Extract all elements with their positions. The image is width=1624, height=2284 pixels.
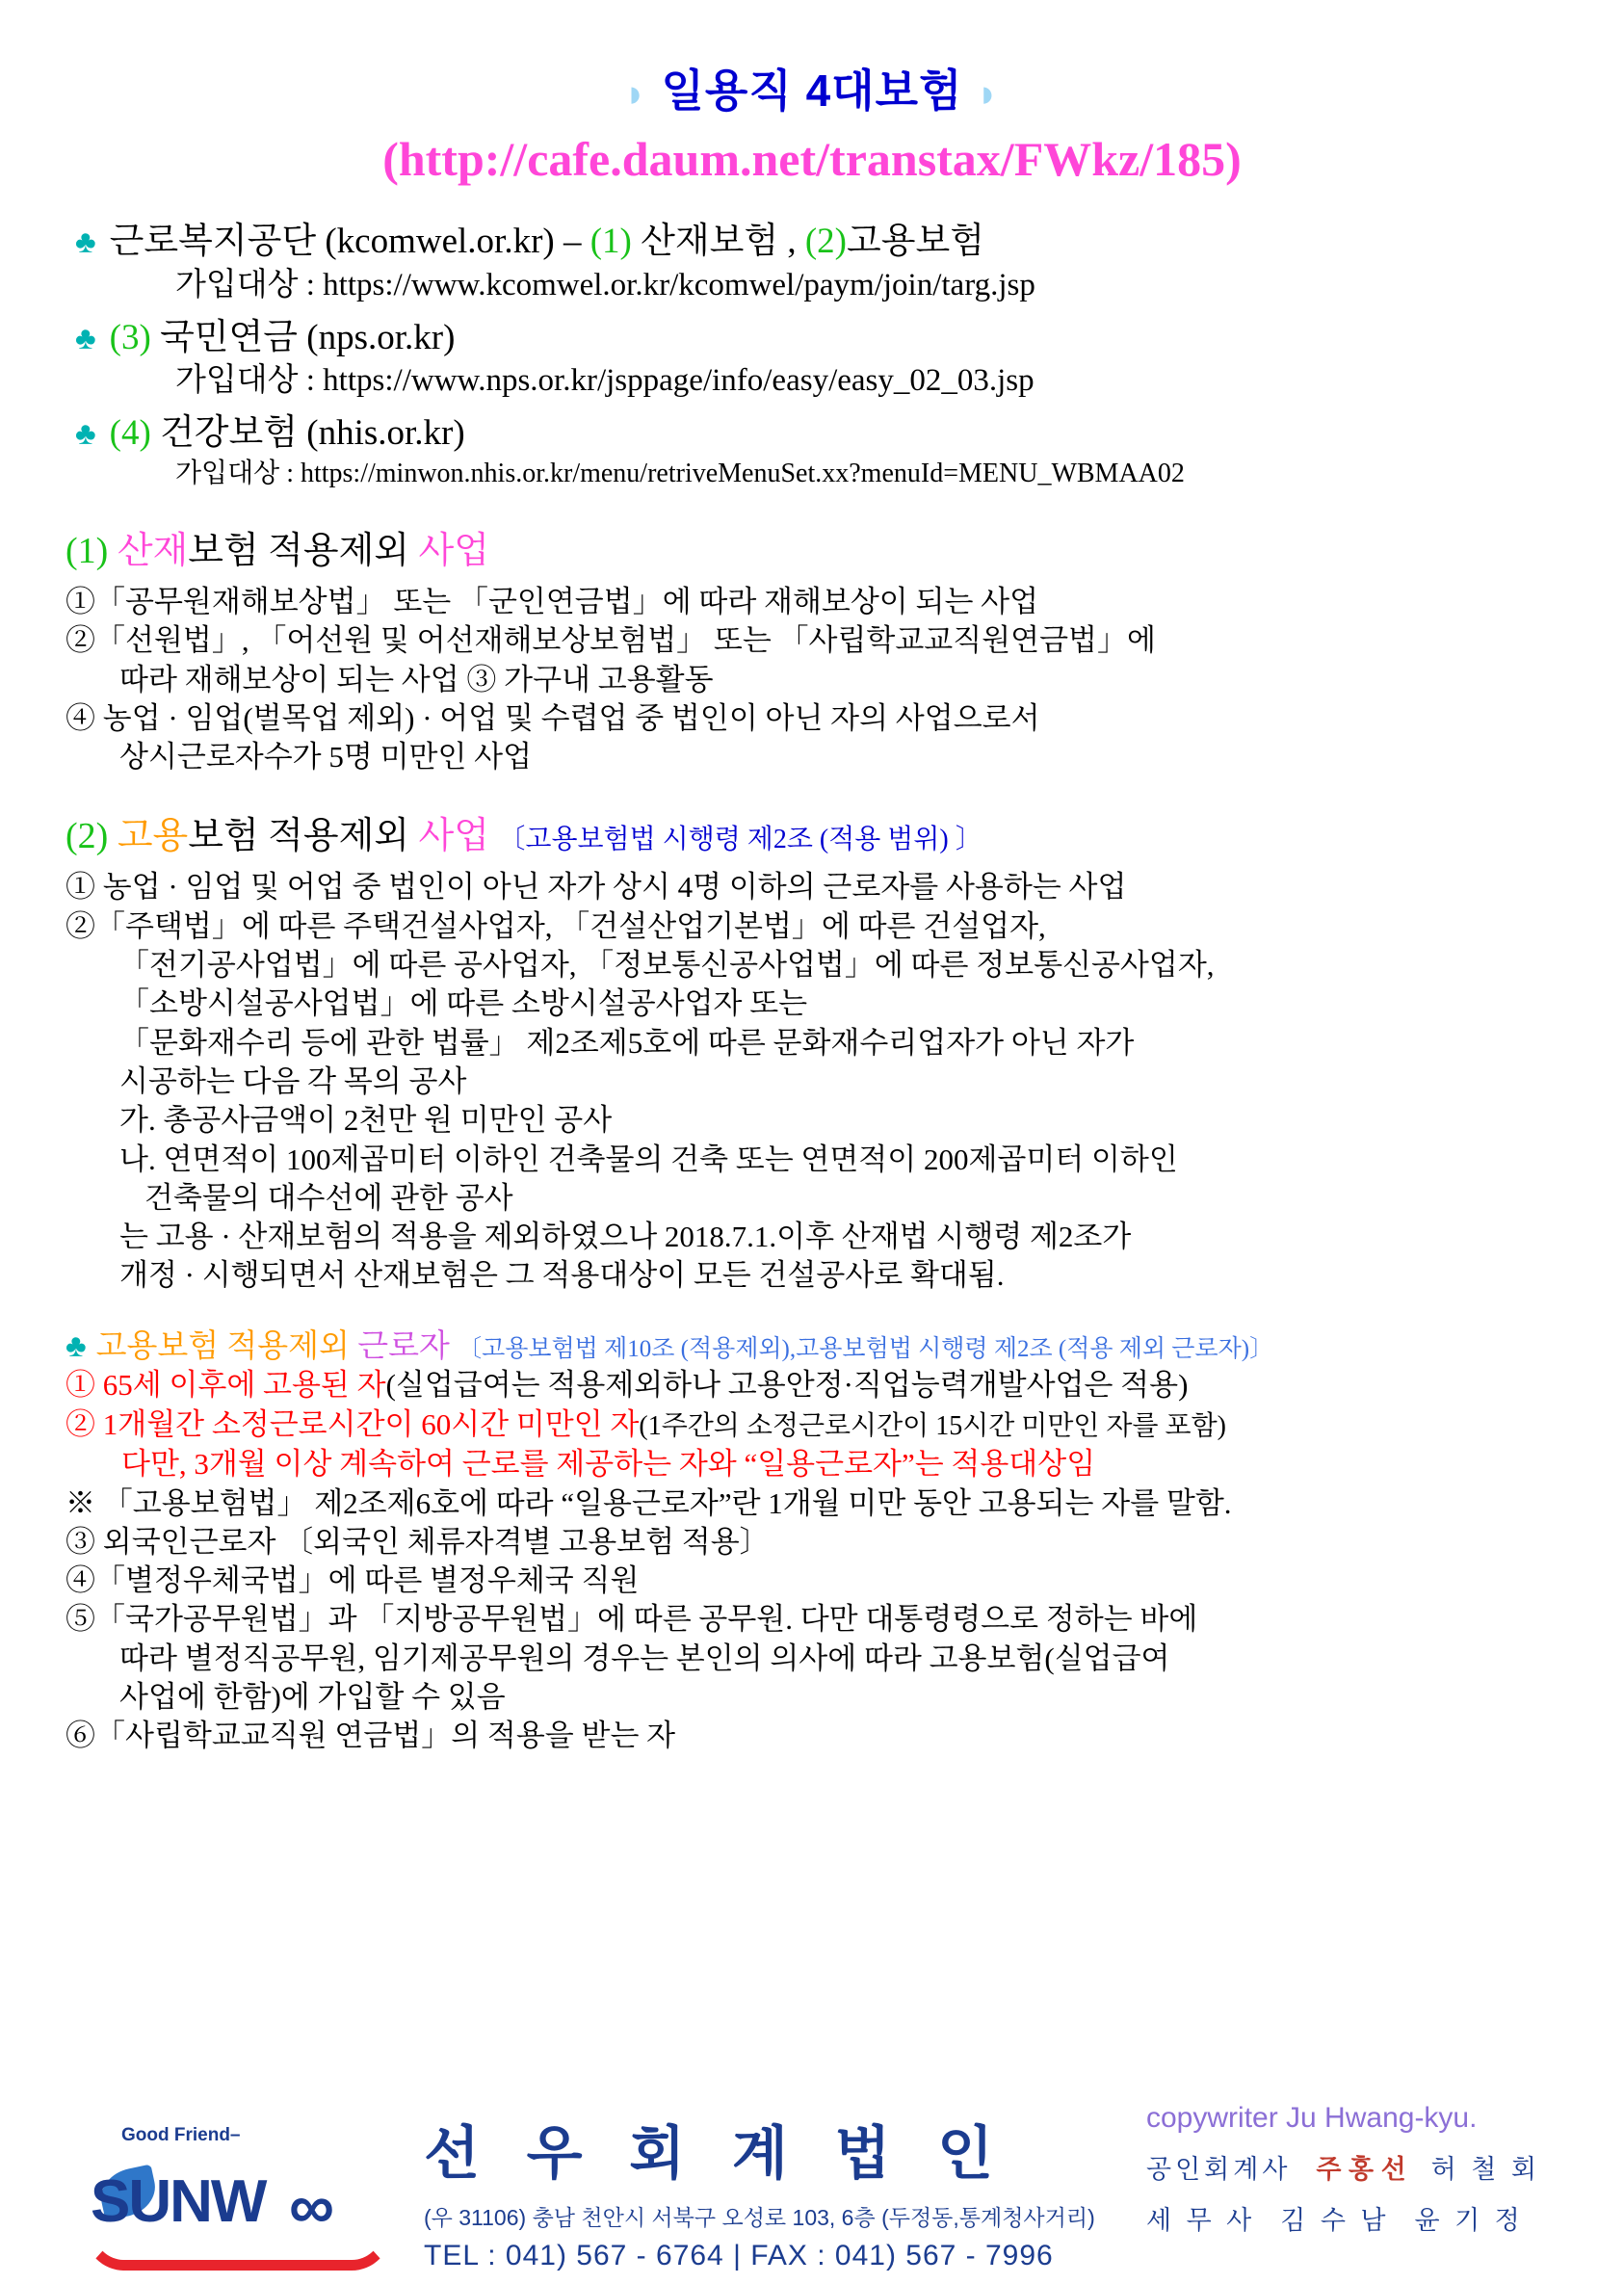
tax-label: 세 무 사 bbox=[1146, 2206, 1256, 2235]
credits-block bbox=[1146, 2102, 1589, 2237]
logo-tagline: Good Friend– bbox=[121, 2125, 241, 2145]
cpa-label: 공인회계사 bbox=[1146, 2155, 1292, 2184]
club-icon: ♣ bbox=[65, 1328, 87, 1364]
section-1-middle: 보험 적용제외 bbox=[188, 531, 419, 571]
page-footer bbox=[0, 2058, 1624, 2284]
firm-block bbox=[424, 2108, 1117, 2272]
section-1-tail: 사업 bbox=[418, 531, 489, 571]
section-3-item-2 bbox=[39, 1405, 1585, 1445]
section-2-line: 시공하는 다음 각 목의 공사 bbox=[119, 1063, 467, 1098]
section-2-line: 건축물의 대수선에 관한 공사 bbox=[144, 1180, 513, 1215]
section-3-item-2-red: ② 1개월간 소정근로시간이 60시간 미만인 자 bbox=[65, 1406, 640, 1441]
section-3-heading bbox=[39, 1321, 1585, 1366]
section-2-line: ① 농업 · 임업 및 어업 중 법인이 아닌 자가 상시 4명 이하의 근로자를 사용하는 사업 bbox=[65, 870, 1127, 905]
section-3-tail: 근로자 bbox=[357, 1328, 450, 1364]
section-2-line: 「소방시설공사업법」에 따른 소방시설공사업자 또는 bbox=[119, 986, 808, 1021]
cpa-name-1: 주 홍 선 bbox=[1316, 2155, 1406, 2184]
site-list bbox=[39, 220, 1585, 491]
site-link[interactable]: 가입대상 : https://minwon.nhis.or.kr/menu/retriveMenuSet.xx?menuId=MENU_WBMAA02 bbox=[175, 458, 1185, 488]
section-3-item-2-black: (1주간의 소정근로시간이 15시간 미만인 자를 포함) bbox=[639, 1410, 1226, 1441]
firm-contact: TEL : 041) 567 - 6764 | FAX : 041) 567 - 7996 bbox=[424, 2240, 1054, 2271]
section-1-heading bbox=[39, 520, 1585, 573]
site-label: 근로복지공단 (kcomwel.or.kr) – bbox=[109, 222, 590, 261]
section-3-line: 따라 별정직공무원, 임기제공무원의 경우는 본인의 의사에 따라 고용보험(실업급여 bbox=[119, 1641, 1170, 1675]
site-label-3: 고용보험 bbox=[847, 222, 984, 261]
site-link[interactable]: 가입대상 : https://www.kcomwel.or.kr/kcomwel/paym/join/targ.jsp bbox=[175, 267, 1035, 302]
section-3-item-1 bbox=[39, 1366, 1585, 1405]
section-2-number: (2) bbox=[65, 816, 109, 857]
section-2-tail: 사업 bbox=[418, 816, 489, 857]
section-3-item-1-black: (실업급여는 적용제외하나 고용안정·직업능력개발사업은 적용) bbox=[385, 1367, 1189, 1402]
club-icon: ♣ bbox=[75, 321, 96, 356]
site-index-2: (2) bbox=[804, 222, 848, 261]
section-3-line: ※ 「고용보험법」 제2조제6호에 따라 “일용근로자”란 1개월 미만 동안 고용되는 자를 말함. bbox=[65, 1485, 1232, 1520]
section-3-line: ⑤「국가공무원법」과 「지방공무원법」에 따른 공무원. 다만 대통령령으로 정하는 바에 bbox=[65, 1602, 1198, 1637]
site-index-3: (3) bbox=[109, 317, 151, 357]
company-logo bbox=[85, 2125, 374, 2241]
firm-name: 선 우 회 계 법 인 bbox=[424, 2121, 1009, 2186]
cpa-name-2: 허 철 회 bbox=[1430, 2155, 1540, 2184]
source-url: (http://cafe.daum.net/transtax/FWkz/185) bbox=[382, 132, 1242, 186]
section-3-note: 〔고용보험법 제10조 (적용제외),고용보험법 시행령 제2조 (적용 제외 근로자)〕 bbox=[458, 1335, 1274, 1362]
site-link[interactable]: 가입대상 : https://www.nps.or.kr/jsppage/info/easy/easy_02_03.jsp bbox=[175, 363, 1035, 399]
section-2-keyword: 고용 bbox=[117, 816, 189, 857]
diamond-left-icon: ◗ bbox=[623, 72, 648, 116]
section-3-item-1-red: ① 65세 이후에 고용된 자 bbox=[65, 1367, 386, 1402]
section-2-note: 〔고용보험법 시행령 제2조 (적용 범위) 〕 bbox=[498, 825, 982, 855]
copywriter-credit: copywriter Ju Hwang-kyu. bbox=[1146, 2102, 1478, 2134]
section-3-line: 사업에 한함)에 가입할 수 있음 bbox=[119, 1680, 506, 1714]
site-label: 국민연금 (nps.or.kr) bbox=[150, 317, 456, 357]
logo-arc-icon bbox=[85, 2231, 391, 2271]
section-1-keyword: 산재 bbox=[117, 531, 189, 571]
section-2-line: 개정 · 시행되면서 산재보험은 그 적용대상이 모든 건설공사로 확대됨. bbox=[119, 1258, 1005, 1293]
title-text: 일용직 4대보험 bbox=[661, 66, 963, 116]
section-1-line: ①「공무원재해보상법」 또는 「군인연금법」에 따라 재해보상이 되는 사업 bbox=[65, 585, 1039, 618]
credit-row-tax bbox=[1146, 2199, 1589, 2237]
logo-wordmark: SUNW bbox=[91, 2168, 266, 2235]
tax-name-2: 윤 기 정 bbox=[1414, 2206, 1524, 2235]
firm-address: (우 31106) 충남 천안시 서북구 오성로 103, 6층 (두정동,통계청사거리) bbox=[424, 2205, 1095, 2230]
infinity-icon: ∞ bbox=[289, 2170, 335, 2242]
logo-mark-icon bbox=[85, 2146, 374, 2242]
section-1-line: ②「선원법」, 「어선원 및 어선재해보상보험법」 또는 「사립학교교직원연금법」에 bbox=[65, 623, 1156, 658]
section-1-line: ④ 농업 · 임업(벌목업 제외) · 어업 및 수렵업 중 법인이 아닌 자의 사업으로서 bbox=[65, 700, 1040, 735]
page-title bbox=[39, 56, 1585, 119]
section-2-heading bbox=[39, 805, 1585, 858]
site-label-2: 산재보험 , bbox=[631, 222, 805, 261]
section-3-line: ④「별정우체국법」에 따른 별정우체국 직원 bbox=[65, 1563, 640, 1598]
site-label: 건강보험 (nhis.or.kr) bbox=[150, 413, 465, 453]
site-index-1: (1) bbox=[589, 222, 632, 261]
section-2-line: 「문화재수리 등에 관한 법률」 제2조제5호에 따른 문화재수리업자가 아닌 자가 bbox=[119, 1025, 1135, 1060]
section-2-line: 가. 총공사금액이 2천만 원 미만인 공사 bbox=[119, 1103, 613, 1138]
section-3-line: ⑥「사립학교교직원 연금법」의 적용을 받는 자 bbox=[65, 1719, 676, 1753]
section-3-item-3: 다만, 3개월 이상 계속하여 근로를 제공하는 자와 “일용근로자”는 적용대상임 bbox=[121, 1446, 1096, 1481]
list-item bbox=[75, 411, 1585, 457]
list-item bbox=[75, 220, 1585, 265]
diamond-right-icon: ◗ bbox=[976, 72, 1001, 116]
section-2-line: 「전기공사업법」에 따른 공사업자, 「정보통신공사업법」에 따른 정보통신공사업자, bbox=[119, 948, 1215, 983]
list-item bbox=[75, 316, 1585, 361]
site-index-4: (4) bbox=[109, 413, 151, 453]
section-1-line: 상시근로자수가 5명 미만인 사업 bbox=[119, 740, 533, 774]
club-icon: ♣ bbox=[75, 417, 96, 452]
section-2-line: 는 고용 · 산재보험의 적용을 제외하였으나 2018.7.1.이후 산재법 시행령 제2조가 bbox=[119, 1220, 1132, 1254]
section-3-line: ③ 외국인근로자 〔외국인 체류자격별 고용보험 적용〕 bbox=[65, 1524, 770, 1559]
section-1-line: 따라 재해보상이 되는 사업 ③ 가구내 고용활동 bbox=[119, 662, 714, 696]
section-3-keyword: 고용보험 적용제외 bbox=[95, 1328, 358, 1364]
section-2-line: ②「주택법」에 따른 주택건설사업자, 「건설산업기본법」에 따른 건설업자, bbox=[65, 908, 1046, 943]
tax-name-1: 김 수 남 bbox=[1280, 2206, 1390, 2235]
club-icon: ♣ bbox=[75, 225, 96, 260]
section-2-middle: 보험 적용제외 bbox=[188, 816, 419, 857]
credit-row-cpa bbox=[1146, 2148, 1589, 2186]
section-1-number: (1) bbox=[65, 531, 109, 571]
section-2-line: 나. 연면적이 100제곱미터 이하인 건축물의 건축 또는 연면적이 200제곱미터 이하인 bbox=[119, 1142, 1178, 1176]
